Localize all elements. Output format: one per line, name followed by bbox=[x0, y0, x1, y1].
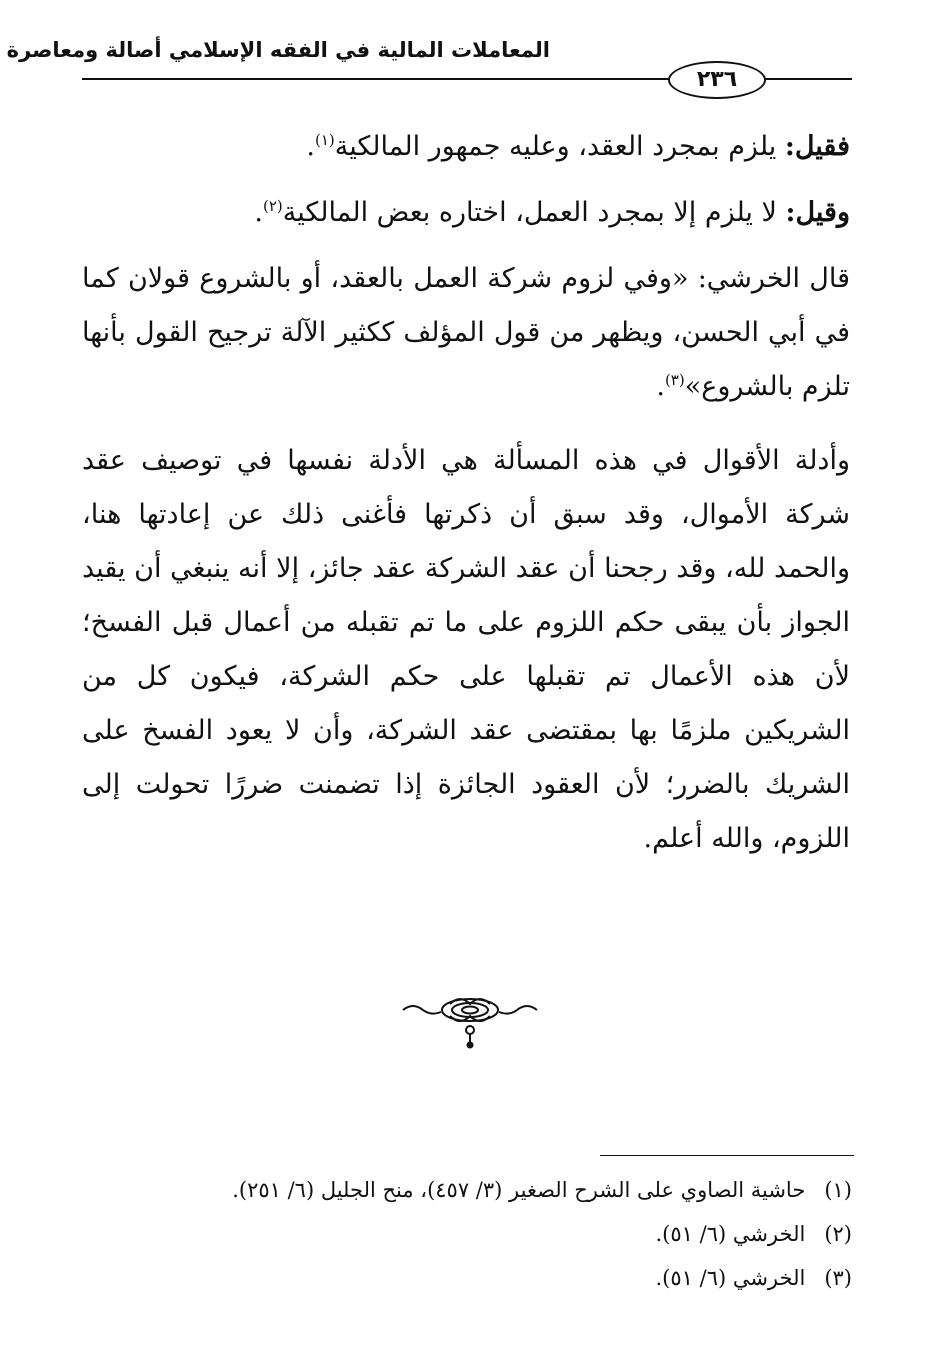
paragraph-3-text: قال الخرشي: «وفي لزوم شركة العمل بالعقد، أو بالشروع قولان كما في أبي الحسن، ويظهر من قول المؤلف ككثير الآلة ترجيح القول بأنها تلزم بالشروع» bbox=[82, 263, 850, 402]
footnote-ref-2: (٢) bbox=[262, 197, 283, 215]
footnote-1-text: حاشية الصاوي على الشرح الصغير (٣/ ٤٥٧)، منح الجليل (٦/ ٢٥١). bbox=[232, 1178, 806, 1202]
main-text bbox=[82, 120, 850, 866]
paragraph-2-end: . bbox=[254, 197, 263, 228]
paragraph-1-text: يلزم بمجرد العقد، وعليه جمهور المالكية bbox=[334, 131, 785, 162]
page-number: ٢٣٦ bbox=[668, 61, 766, 99]
paragraph-1 bbox=[82, 120, 850, 174]
paragraph-3 bbox=[82, 252, 850, 414]
footnote-rule bbox=[600, 1155, 854, 1156]
footnotes bbox=[90, 1168, 852, 1300]
paragraph-1-end: . bbox=[306, 131, 315, 162]
footnote-3 bbox=[90, 1256, 852, 1300]
paragraph-2-lead: وقيل: bbox=[785, 197, 850, 228]
paragraph-2 bbox=[82, 186, 850, 240]
running-title: المعاملات المالية في الفقه الإسلامي أصالة ومعاصرة bbox=[6, 38, 550, 62]
paragraph-3-end: . bbox=[656, 371, 665, 402]
paragraph-2-text: لا يلزم إلا بمجرد العمل، اختاره بعض المالكية bbox=[282, 197, 786, 228]
footnote-2 bbox=[90, 1212, 852, 1256]
paragraph-4: وأدلة الأقوال في هذه المسألة هي الأدلة نفسها في توصيف عقد شركة الأموال، وقد سبق أن ذكرتها فأغنى ذلك عن إعادتها هنا، والحمد لله، وقد رجحنا أن عقد الشركة عقد جائز، إلا أنه ينبغي أن يقيد الجواز بأن يبقى حكم اللزوم على ما تم تقبله من أعمال قبل الفسخ؛ لأن هذه الأعمال تم تقبلها على حكم الشركة، فيكون كل من الشريكين ملزمًا بها بمقتضى عقد الشركة، وأن لا يعود الفسخ على الشريك بالضرر؛ لأن العقود الجائزة إذا تضمنت ضررًا تحولت إلى اللزوم، والله أعلم. bbox=[82, 445, 850, 854]
footnote-1 bbox=[90, 1168, 852, 1212]
footnote-ref-3: (٣) bbox=[664, 371, 685, 389]
footnote-1-number: (١) bbox=[824, 1178, 852, 1202]
paragraph-1-lead: فقيل: bbox=[784, 131, 850, 162]
footnote-3-text: الخرشي (٦/ ٥١). bbox=[655, 1266, 806, 1290]
footnote-2-text: الخرشي (٦/ ٥١). bbox=[655, 1222, 806, 1246]
footnote-2-number: (٢) bbox=[824, 1222, 852, 1246]
footnote-3-number: (٣) bbox=[824, 1266, 852, 1290]
footnote-ref-1: (١) bbox=[314, 131, 335, 149]
ornament-divider-icon bbox=[395, 990, 545, 1050]
